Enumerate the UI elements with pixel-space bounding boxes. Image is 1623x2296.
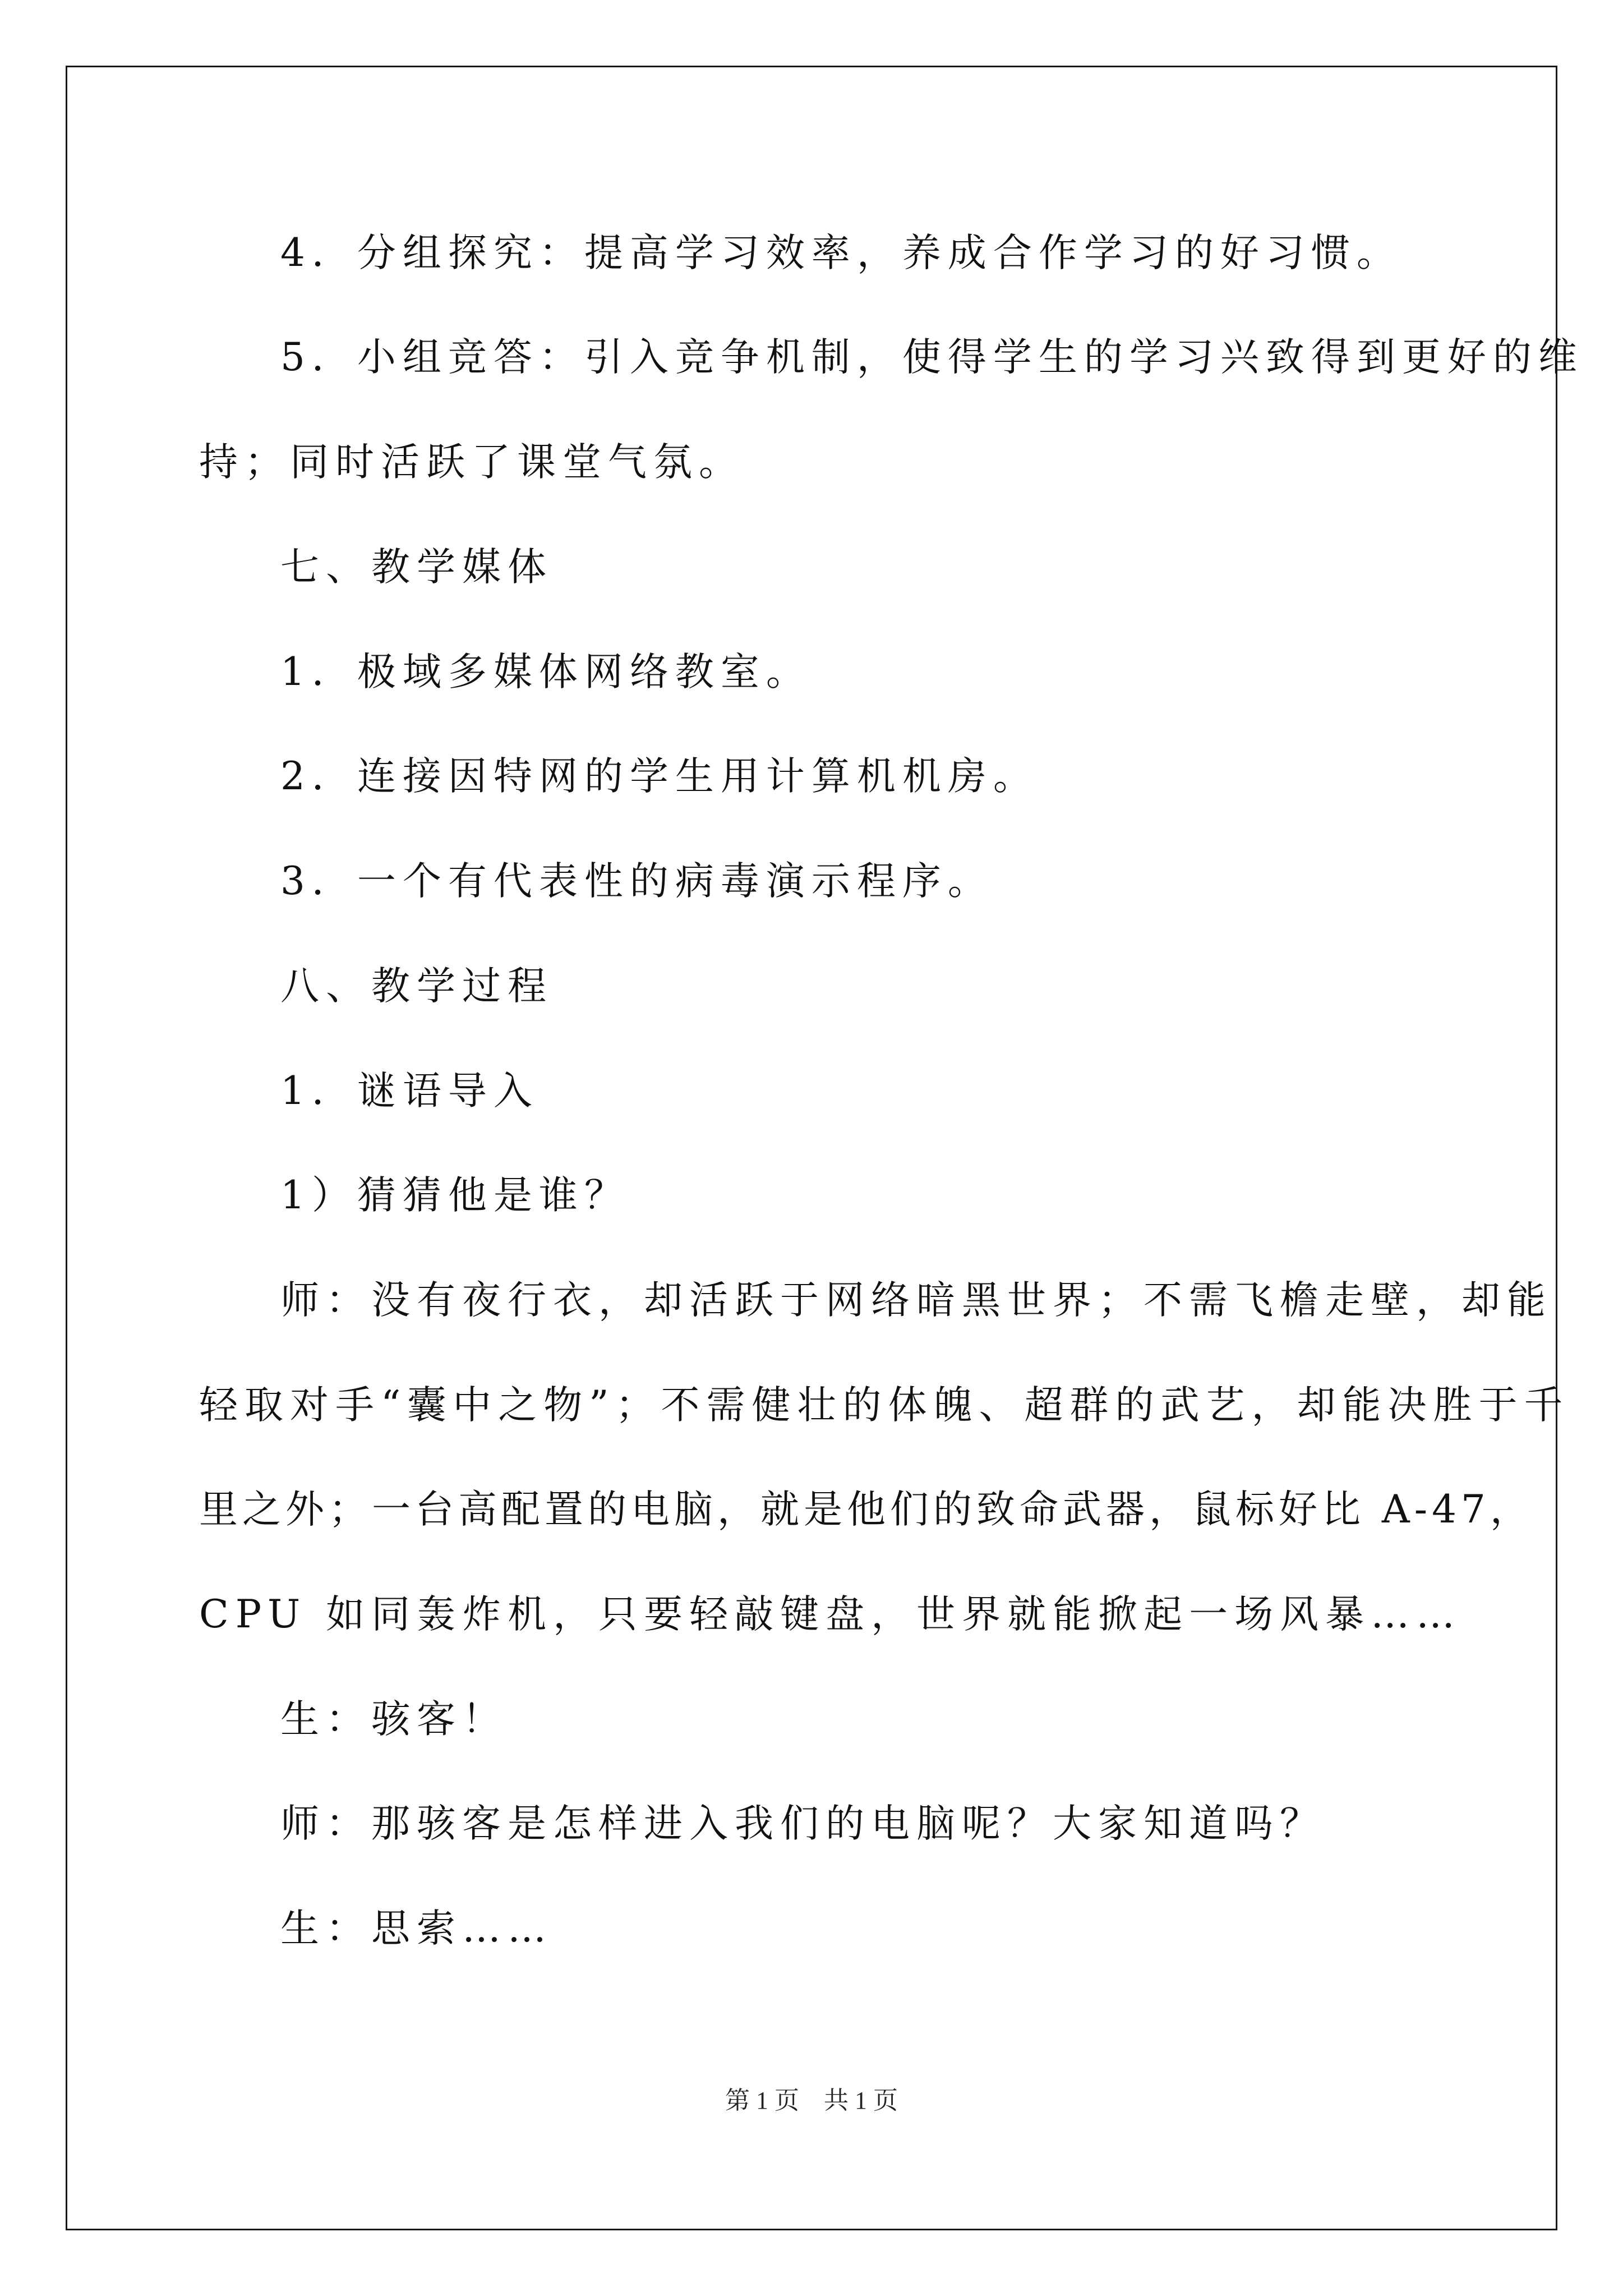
paragraph-objective-5-line-2: 持；同时活跃了课堂气氛。 xyxy=(199,440,744,485)
student-answer: 生：骇客！ xyxy=(280,1697,508,1742)
media-item-3: 3．一个有代表性的病毒演示程序。 xyxy=(280,859,993,904)
paragraph-objective-5-line-1: 5．小组竞答：引入竞争机制，使得学生的学习兴致得到更好的维 xyxy=(280,335,1584,380)
section-heading-media: 七、教学媒体 xyxy=(280,545,553,590)
process-substep-1: 1）猜猜他是谁？ xyxy=(280,1173,630,1218)
teacher-riddle-line-3: 里之外；一台高配置的电脑，就是他们的致命武器，鼠标好比 A-47， xyxy=(199,1487,1533,1532)
student-thinking: 生：思索…… xyxy=(280,1906,553,1951)
media-item-1: 1．极域多媒体网络教室。 xyxy=(280,650,811,694)
teacher-question: 师：那骇客是怎样进入我们的电脑呢？大家知道吗？ xyxy=(280,1801,1325,1846)
teacher-riddle-line-4: CPU 如同轰炸机，只要轻敲键盘，世界就能掀起一场风暴…… xyxy=(199,1592,1462,1637)
teacher-riddle-line-2: 轻取对手“囊中之物”；不需健壮的体魄、超群的武艺，却能决胜于千 xyxy=(199,1383,1570,1428)
paragraph-objective-4: 4．分组探究：提高学习效率，养成合作学习的好习惯。 xyxy=(280,231,1402,275)
media-item-2: 2．连接因特网的学生用计算机机房。 xyxy=(280,754,1039,799)
page-footer: 第 1 页 共 1 页 xyxy=(725,2087,898,2114)
teacher-riddle-line-1: 师：没有夜行衣，却活跃于网络暗黑世界；不需飞檐走壁，却能 xyxy=(280,1278,1552,1323)
section-heading-process: 八、教学过程 xyxy=(280,964,553,1009)
process-step-1: 1．谜语导入 xyxy=(280,1069,539,1114)
